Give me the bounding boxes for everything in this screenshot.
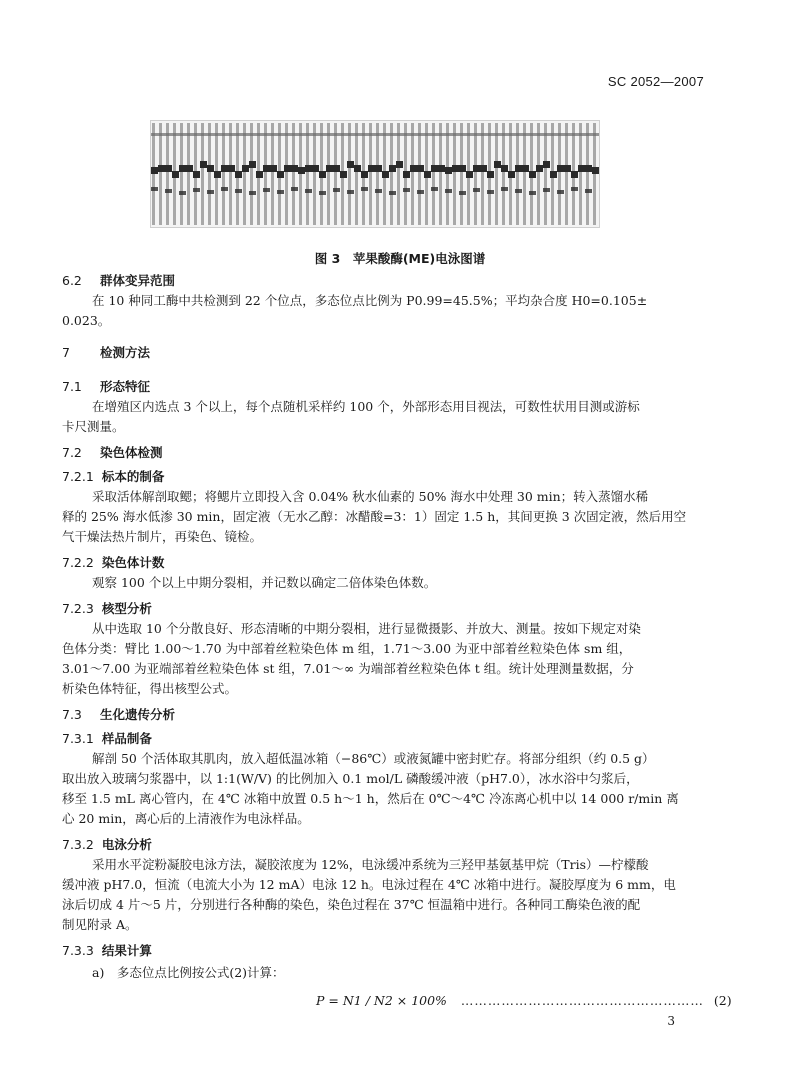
standard-number: SC 2052—2007 <box>607 74 704 89</box>
gel-lane <box>264 123 267 225</box>
gel-band <box>340 171 347 178</box>
gel-lane <box>586 123 589 225</box>
gel-lane <box>495 123 498 225</box>
list-item-a: a) 多态位点比例按公式(2)计算： <box>92 965 285 980</box>
paragraph-7-3-1-line-2: 取出放入玻璃匀浆器中，以 1:1(W/V) 的比例加入 0.1 mol/L 磷酸缓冲液（pH7.0），冰水浴中匀浆后， <box>62 771 639 786</box>
gel-band <box>179 165 186 172</box>
gel-lane <box>418 123 421 225</box>
gel-band <box>480 165 487 172</box>
gel-band <box>564 165 571 172</box>
gel-band <box>291 165 298 172</box>
gel-lane <box>180 123 183 225</box>
paragraph-7-2-3-line-4: 析染色体特征，得出核型公式。 <box>62 681 238 696</box>
gel-band <box>585 165 592 172</box>
formula-expression: P = N1 / N2 × 100% <box>316 993 447 1008</box>
gel-band <box>424 171 431 178</box>
gel-band-secondary <box>333 188 340 192</box>
gel-band-secondary <box>417 190 424 194</box>
gel-band <box>263 165 270 172</box>
paragraph-7-2-3-line-3: 3.01～7.00 为亚端部着丝粒染色体 st 组，7.01～∞ 为端部着丝粒染色体 t 组。统计处理测量数据，分 <box>62 661 634 676</box>
paragraph-7-3-1-line-3: 移至 1.5 mL 离心管内，在 4℃ 冰箱中放置 0.5 h～1 h，然后在 0℃～4℃ 冷冻离心机中以 14 000 r/min 离 <box>62 791 679 806</box>
gel-lane <box>306 123 309 225</box>
gel-band <box>186 165 193 172</box>
gel-band <box>305 165 312 172</box>
heading-7-3-2: 7.3.2 电泳分析 <box>62 837 152 852</box>
paragraph-7-3-2-line-1: 采用水平淀粉凝胶电泳方法，凝胶浓度为 12%，电泳缓冲系统为三羟甲基氨基甲烷（Tris）—柠檬酸 <box>92 857 649 872</box>
gel-band-secondary <box>319 191 326 195</box>
gel-band <box>326 165 333 172</box>
heading-7-2-2: 7.2.2 染色体计数 <box>62 555 165 570</box>
figure-caption: 图 3 苹果酸酶(ME)电泳图谱 <box>314 251 486 266</box>
gel-lane <box>376 123 379 225</box>
gel-band-secondary <box>235 189 242 193</box>
gel-band <box>284 165 291 172</box>
gel-lane <box>565 123 568 225</box>
gel-band <box>452 165 459 172</box>
gel-band-secondary <box>389 191 396 195</box>
gel-lane <box>229 123 232 225</box>
formula-leader-dots: ……………………………………………… <box>460 993 704 1008</box>
gel-band <box>221 165 228 172</box>
gel-lane <box>481 123 484 225</box>
gel-band-secondary <box>165 189 172 193</box>
formula-number: (2) <box>713 993 732 1008</box>
gel-band <box>529 171 536 178</box>
gel-band-secondary <box>515 189 522 193</box>
gel-lane <box>453 123 456 225</box>
paragraph-7-3-1-line-1: 解剖 50 个活体取其肌肉，放入超低温冰箱（−86℃）或液氮罐中密封贮存。将部分组织（约 0.5 g） <box>92 751 655 766</box>
gel-band <box>172 171 179 178</box>
gel-band <box>592 167 599 174</box>
gel-band <box>550 171 557 178</box>
gel-band <box>214 171 221 178</box>
gel-band-secondary <box>305 189 312 193</box>
gel-band-secondary <box>193 188 200 192</box>
gel-lane <box>502 123 505 225</box>
gel-band <box>382 171 389 178</box>
gel-band-secondary <box>179 191 186 195</box>
heading-7: 7 检测方法 <box>62 345 151 360</box>
gel-lane <box>369 123 372 225</box>
paragraph-7-2-1-line-1: 采取活体解剖取鳃；将鳃片立即投入含 0.04% 秋水仙素的 50% 海水中处理 30 min；转入蒸馏水稀 <box>92 489 649 504</box>
heading-7-3-3: 7.3.3 结果计算 <box>62 943 152 958</box>
paragraph-7-3-1-line-4: 心 20 min，离心后的上清液作为电泳样品。 <box>62 811 310 826</box>
gel-band-secondary <box>571 187 578 191</box>
gel-lane <box>327 123 330 225</box>
gel-lane <box>222 123 225 225</box>
gel-band-secondary <box>445 189 452 193</box>
gel-lane <box>474 123 477 225</box>
gel-band <box>207 165 214 172</box>
paragraph-7-2-3-line-2: 色体分类：臂比 1.00～1.70 为中部着丝粒染色体 m 组，1.71～3.00 为亚中部着丝粒染色体 sm 组， <box>62 641 632 656</box>
gel-band-secondary <box>221 187 228 191</box>
gel-lane <box>201 123 204 225</box>
gel-band <box>165 165 172 172</box>
gel-band <box>235 171 242 178</box>
gel-lane <box>166 123 169 225</box>
gel-lane <box>558 123 561 225</box>
heading-7-2: 7.2 染色体检测 <box>62 445 163 460</box>
gel-band <box>494 161 501 168</box>
gel-band <box>298 167 305 174</box>
gel-band <box>312 165 319 172</box>
gel-band-secondary <box>263 188 270 192</box>
gel-band <box>445 167 452 174</box>
gel-bands-graphic <box>151 121 599 227</box>
heading-7-1: 7.1 形态特征 <box>62 379 151 394</box>
gel-band <box>368 165 375 172</box>
gel-band <box>333 165 340 172</box>
gel-band <box>389 165 396 172</box>
paragraph-7-1-line-1: 在增殖区内选点 3 个以上，每个点随机采样约 100 个，外部形态用目视法，可数性状用目测或游标 <box>92 399 640 414</box>
heading-7-3: 7.3 生化遗传分析 <box>62 707 176 722</box>
gel-band-secondary <box>585 189 592 193</box>
gel-lane <box>292 123 295 225</box>
gel-lane <box>348 123 351 225</box>
gel-band <box>487 171 494 178</box>
gel-band <box>438 165 445 172</box>
gel-band <box>361 171 368 178</box>
gel-band <box>466 171 473 178</box>
paragraph-7-3-2-line-2: 缓冲液 pH7.0，恒流（电流大小为 12 mA）电泳 12 h。电泳过程在 4℃ 冰箱中进行。凝胶厚度为 6 mm，电 <box>62 877 676 892</box>
gel-lane <box>544 123 547 225</box>
gel-band <box>228 165 235 172</box>
paragraph-6-2-line-2: 0.023。 <box>62 313 111 328</box>
gel-band <box>200 161 207 168</box>
gel-band-secondary <box>277 190 284 194</box>
gel-lane <box>460 123 463 225</box>
heading-6-2: 6.2 群体变异范围 <box>62 273 176 288</box>
gel-band <box>515 165 522 172</box>
gel-band <box>249 161 256 168</box>
gel-band <box>543 161 550 168</box>
gel-band <box>347 161 354 168</box>
gel-band-secondary <box>151 187 158 191</box>
gel-lane <box>516 123 519 225</box>
gel-lane <box>208 123 211 225</box>
gel-lane <box>159 123 162 225</box>
gel-band <box>277 171 284 178</box>
gel-lane <box>390 123 393 225</box>
gel-band-secondary <box>557 190 564 194</box>
gel-band <box>410 165 417 172</box>
gel-band-secondary <box>291 187 298 191</box>
heading-7-3-1: 7.3.1 样品制备 <box>62 731 152 746</box>
gel-band-secondary <box>543 188 550 192</box>
gel-band-secondary <box>249 191 256 195</box>
electrophoresis-gel-image <box>150 120 600 228</box>
gel-lane <box>579 123 582 225</box>
gel-lane <box>243 123 246 225</box>
gel-lane <box>439 123 442 225</box>
formula-2 <box>316 993 732 1008</box>
gel-band-secondary <box>459 191 466 195</box>
paragraph-7-3-2-line-3: 泳后切成 4 片～5 片，分别进行各种酶的染色，染色过程在 37℃ 恒温箱中进行。各种同工酶染色液的配 <box>62 897 641 912</box>
gel-lane <box>411 123 414 225</box>
gel-origin-line <box>151 133 599 136</box>
gel-band <box>557 165 564 172</box>
gel-band <box>536 165 543 172</box>
paragraph-7-2-3-line-1: 从中选取 10 个分散良好、形态清晰的中期分裂相，进行显微摄影、并放大、测量。按如下规定对染 <box>92 621 641 636</box>
gel-band-secondary <box>207 190 214 194</box>
gel-band-secondary <box>473 188 480 192</box>
gel-lane <box>285 123 288 225</box>
gel-band <box>571 171 578 178</box>
gel-band <box>375 165 382 172</box>
gel-band-secondary <box>361 187 368 191</box>
gel-band-secondary <box>347 190 354 194</box>
gel-band <box>508 171 515 178</box>
paragraph-7-2-1-line-2: 释的 25% 海水低渗 30 min，固定液（无水乙醇：冰醋酸=3：1）固定 1.5 h，其间更换 3 次固定液，然后用空 <box>62 509 687 524</box>
gel-band-secondary <box>375 189 382 193</box>
heading-7-2-3: 7.2.3 核型分析 <box>62 601 152 616</box>
gel-band <box>417 165 424 172</box>
heading-7-2-1: 7.2.1 标本的制备 <box>62 469 165 484</box>
gel-band-secondary <box>501 187 508 191</box>
paragraph-7-3-2-line-4: 制见附录 A。 <box>62 917 138 932</box>
gel-band <box>403 171 410 178</box>
gel-band <box>354 165 361 172</box>
gel-band <box>473 165 480 172</box>
gel-band <box>396 161 403 168</box>
gel-lane <box>523 123 526 225</box>
gel-lane <box>397 123 400 225</box>
page-number: 3 <box>667 1014 675 1028</box>
gel-lane <box>355 123 358 225</box>
gel-band <box>193 171 200 178</box>
gel-band <box>151 167 158 174</box>
gel-band-secondary <box>403 188 410 192</box>
paragraph-7-2-2-line-1: 观察 100 个以上中期分裂相，并记数以确定二倍体染色体数。 <box>92 575 437 590</box>
gel-lane <box>271 123 274 225</box>
paragraph-7-1-line-2: 卡尺测量。 <box>62 419 125 434</box>
gel-band <box>158 165 165 172</box>
paragraph-6-2-line-1: 在 10 种同工酶中共检测到 22 个位点，多态位点比例为 P0.99=45.5%；平均杂合度 H0=0.105± <box>92 293 648 308</box>
gel-band <box>501 165 508 172</box>
gel-band <box>578 165 585 172</box>
gel-band-secondary <box>431 187 438 191</box>
paragraph-7-2-1-line-3: 气干燥法热片制片，再染色、镜检。 <box>62 529 263 544</box>
gel-band-secondary <box>487 190 494 194</box>
gel-lane <box>250 123 253 225</box>
gel-band <box>270 165 277 172</box>
gel-lane <box>537 123 540 225</box>
gel-band <box>319 171 326 178</box>
gel-band <box>431 165 438 172</box>
gel-band <box>522 165 529 172</box>
gel-band <box>459 165 466 172</box>
gel-lane <box>334 123 337 225</box>
gel-lane <box>432 123 435 225</box>
gel-band <box>242 165 249 172</box>
gel-band-secondary <box>529 191 536 195</box>
gel-band <box>256 171 263 178</box>
gel-lane <box>187 123 190 225</box>
gel-lane <box>313 123 316 225</box>
